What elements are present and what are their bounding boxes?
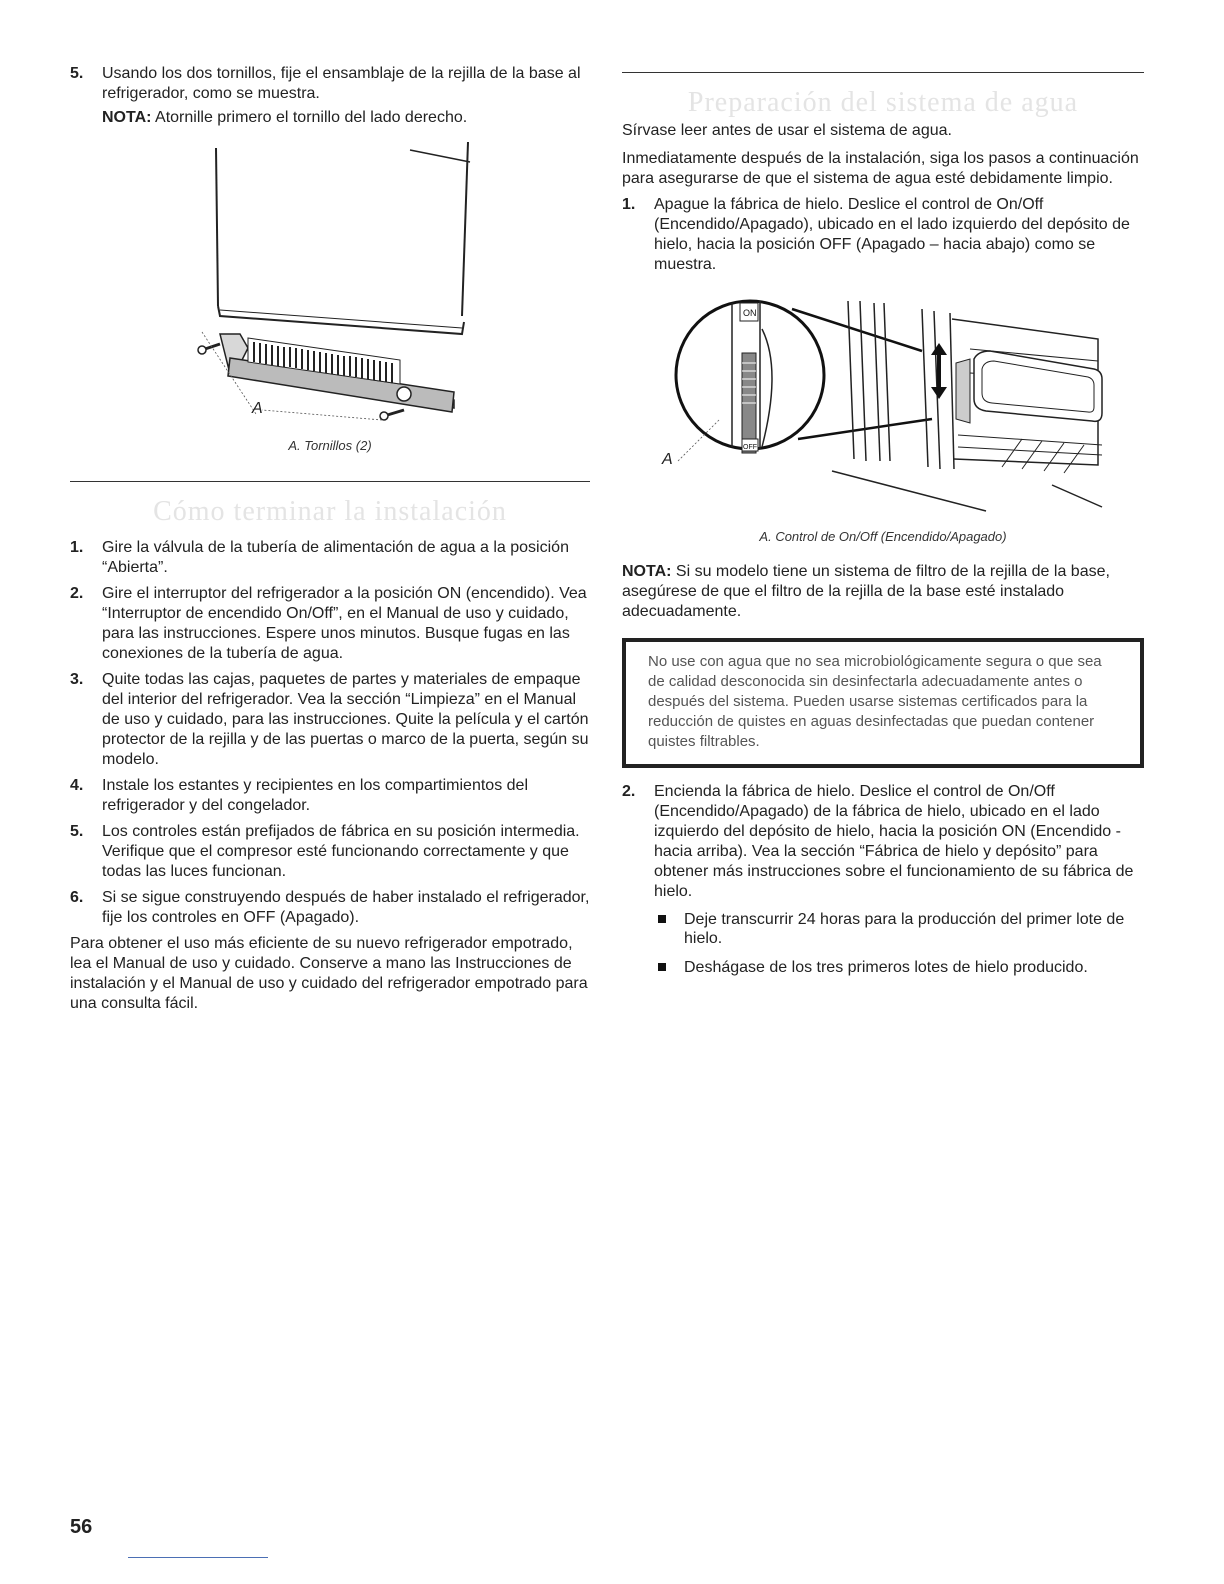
list-item bbox=[622, 910, 1144, 948]
step-text: Gire el interruptor del refrigerador a la posición ON (encendido). Vea “Interruptor de encendido On/Off”, en el Manual de uso y cuidado, para las instrucciones. Espere unos minutos. Busque fugas en las conexiones de la tubería de agua. bbox=[102, 585, 587, 662]
bullet-square-icon bbox=[658, 915, 666, 923]
list-item bbox=[70, 888, 590, 928]
off-label: OFF bbox=[743, 444, 757, 451]
screw-right-icon bbox=[380, 410, 404, 420]
intro-paragraph: Inmediatamente después de la instalación, siga los pasos a continuación para asegurarse de que el sistema de agua esté debidamente limpio. bbox=[622, 150, 1139, 187]
right-column bbox=[622, 64, 1144, 987]
closing-paragraph: Para obtener el uso más eficiente de su nuevo refrigerador empotrado, lea el Manual de uso y cuidado. Conserve a mano las Instrucciones de instalación y el Manual de uso y cuidado del refrigerador empotrado para una consulta fácil. bbox=[70, 935, 588, 1012]
bullet-square-icon bbox=[658, 963, 666, 971]
step-number: 4. bbox=[70, 777, 84, 794]
step-number: 3. bbox=[70, 671, 84, 688]
step-number: 6. bbox=[70, 889, 84, 906]
figure-letter: A bbox=[252, 400, 263, 417]
list-item bbox=[622, 958, 1144, 977]
note-label: NOTA: bbox=[622, 563, 672, 580]
note-text: Si su modelo tiene un sistema de filtro de la rejilla de la base, asegúrese de que el filtro de la rejilla de la base esté instalado adecuadamente. bbox=[622, 563, 1110, 620]
note-label: NOTA: bbox=[102, 109, 152, 126]
step-text: Si se sigue construyendo después de haber instalado el refrigerador, fije los controles en OFF (Apagado). bbox=[102, 889, 590, 926]
step-number: 1. bbox=[70, 539, 84, 556]
step-text: Quite todas las cajas, paquetes de partes y materiales de empaque del interior del refrigerador. Vea la sección “Limpieza” en el Manual de uso y cuidado, para las instrucciones. Quite la película y el cartón protector de la rejilla y de las puertas o marco de la puerta, según su modelo. bbox=[102, 671, 589, 768]
step-text: Gire la válvula de la tubería de alimentación de agua a la posición “Abierta”. bbox=[102, 539, 569, 576]
list-item bbox=[70, 822, 590, 882]
section-title: Preparación del sistema de agua bbox=[687, 87, 1079, 118]
section-divider bbox=[622, 72, 1144, 73]
bullet-text: Deshágase de los tres primeros lotes de hielo producido. bbox=[684, 959, 1088, 976]
warning-text: No use con agua que no sea microbiológicamente segura o que sea de calidad desconocida sin desinfectarla adecuadamente antes o después del sistema. Pueden usarse sistemas certificados para la reducción de quistes en aguas desinfectadas que puedan contener quistes filtrables. bbox=[648, 653, 1102, 750]
step-text: Encienda la fábrica de hielo. Deslice el control de On/Off (Encendido/Apagado) de la fábrica de hielo, ubicado en el lado izquierdo del depósito de hielo, hacia la posición ON (Encendido - hacia arriba). Vea la sección “Fábrica de hielo y depósito” para obtener más instrucciones sobre el funcionamiento de su fábrica de hielo. bbox=[654, 783, 1134, 900]
figure-letter: A bbox=[662, 451, 673, 468]
bullet-text: Deje transcurrir 24 horas para la producción del primer lote de hielo. bbox=[684, 911, 1125, 947]
list-item bbox=[70, 670, 590, 770]
list-item bbox=[70, 538, 590, 578]
step-text: Los controles están prefijados de fábrica en su posición intermedia. Verifique que el compresor esté funcionando correctamente y que todas las luces funcionan. bbox=[102, 823, 580, 880]
page-number: 56 bbox=[70, 1516, 93, 1538]
left-column bbox=[70, 64, 590, 1014]
ice-maker-figure bbox=[622, 289, 1144, 529]
figure-caption: A. Control de On/Off (Encendido/Apagado) bbox=[759, 529, 1007, 544]
note-text: Atornille primero el tornillo del lado derecho. bbox=[151, 109, 468, 126]
on-label: ON bbox=[743, 308, 757, 318]
step-text: Instale los estantes y recipientes en los compartimientos del refrigerador y del congelador. bbox=[102, 777, 528, 814]
grille-figure bbox=[70, 138, 590, 428]
step-text: Apague la fábrica de hielo. Deslice el control de On/Off (Encendido/Apagado), ubicado en el lado izquierdo del depósito de hielo, hacia la posición OFF (Apagado – hacia abajo) como se muestra. bbox=[654, 196, 1130, 273]
step-number: 2. bbox=[622, 783, 636, 800]
list-item bbox=[70, 584, 590, 664]
footer-line bbox=[128, 1557, 268, 1558]
right-note bbox=[622, 562, 1144, 622]
ice-maker-illustration bbox=[622, 289, 1144, 529]
step-text: Usando los dos tornillos, fije el ensamblaje de la rejilla de la base al refrigerador, como se muestra. bbox=[102, 65, 581, 102]
left-step-5 bbox=[70, 64, 590, 104]
right-step-2 bbox=[622, 782, 1144, 902]
step-number: 5. bbox=[70, 823, 84, 840]
intro-paragraph: Sírvase leer antes de usar el sistema de agua. bbox=[622, 122, 952, 139]
up-down-arrow-icon bbox=[931, 343, 947, 399]
left-note bbox=[70, 108, 590, 128]
completion-steps bbox=[70, 538, 590, 928]
step-number: 5. bbox=[70, 65, 84, 82]
section-divider bbox=[70, 481, 590, 482]
step-number: 2. bbox=[70, 585, 84, 602]
list-item bbox=[70, 776, 590, 816]
section-title: Cómo terminar la instalación bbox=[153, 496, 507, 527]
figure-caption: A. Tornillos (2) bbox=[288, 438, 372, 453]
step-number: 1. bbox=[622, 196, 636, 213]
screw-left-icon bbox=[198, 344, 220, 354]
grille-illustration bbox=[70, 138, 590, 428]
warning-box bbox=[622, 638, 1144, 768]
right-step-1 bbox=[622, 195, 1144, 275]
